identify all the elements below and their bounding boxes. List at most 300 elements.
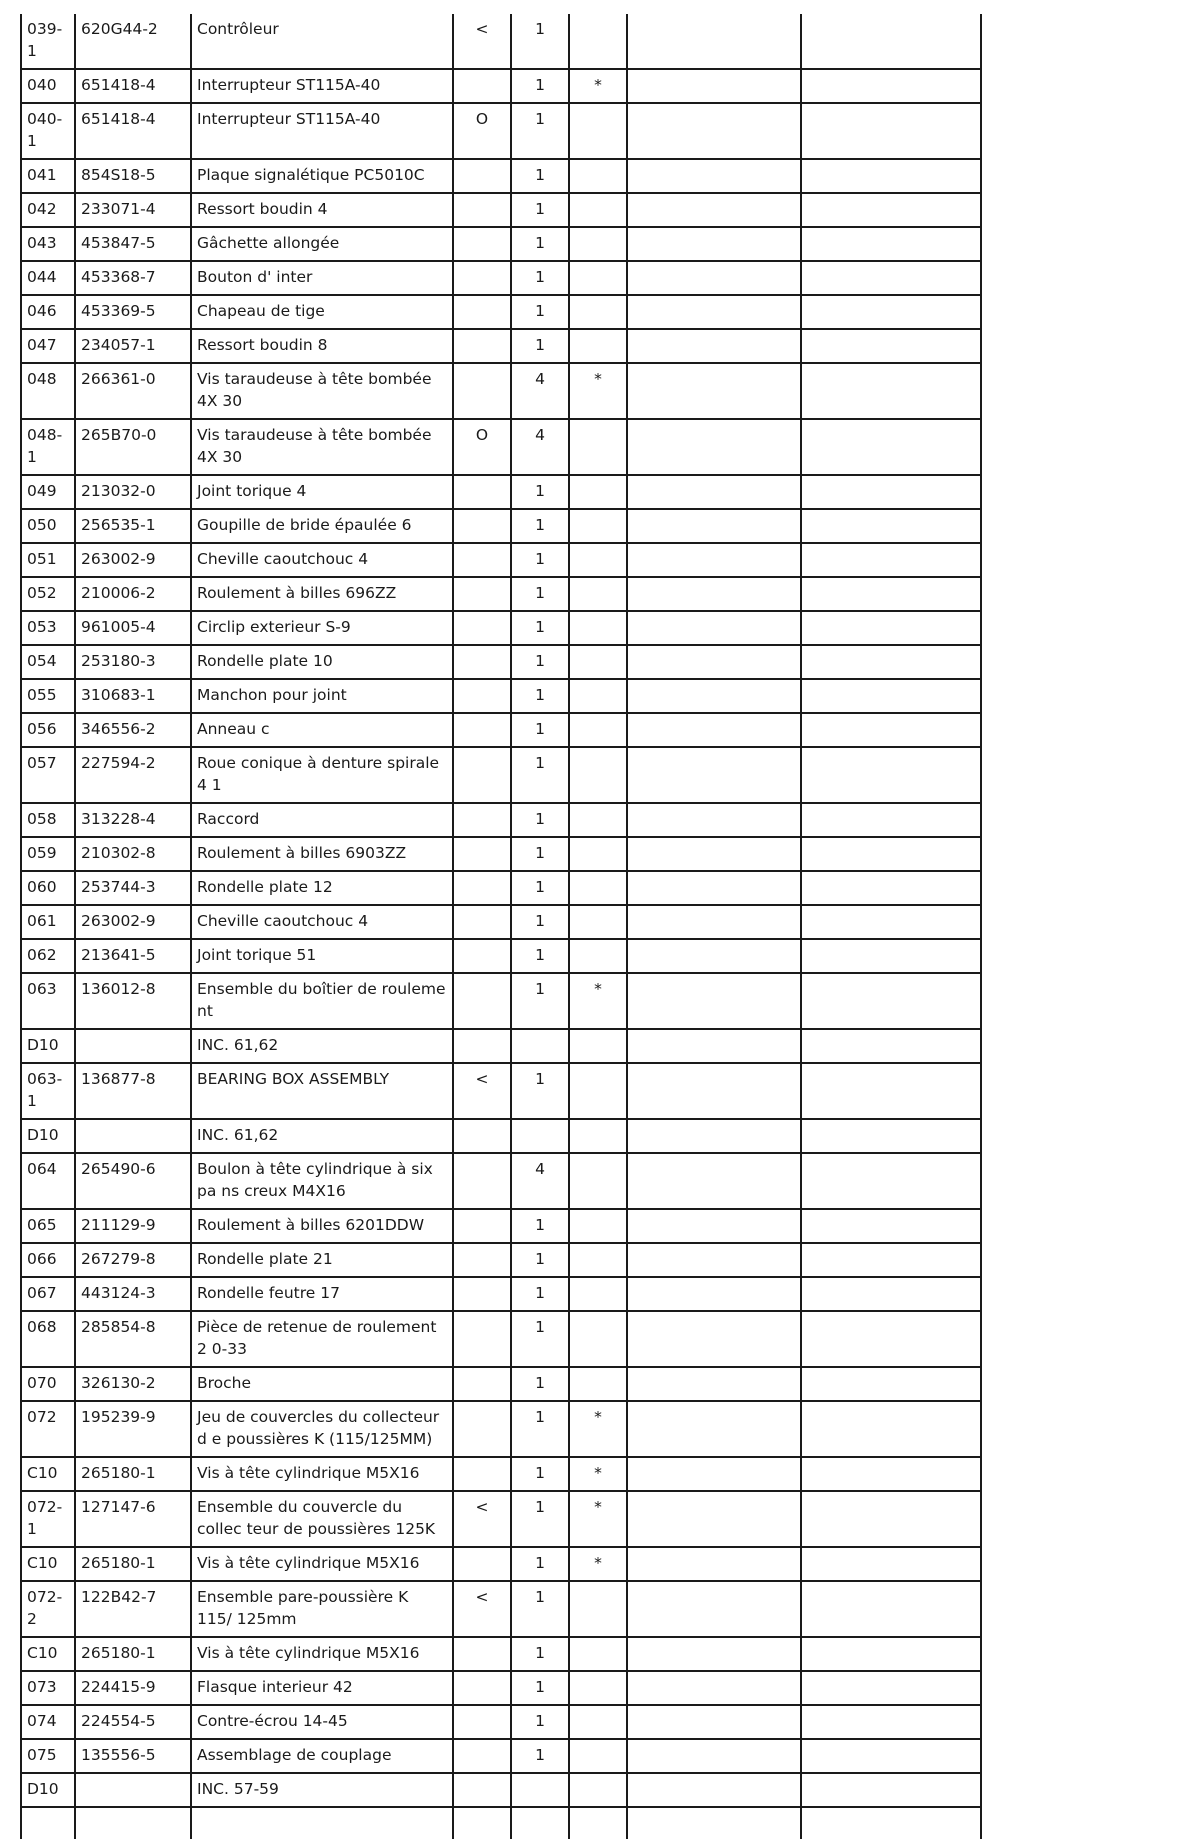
part-number-cell: 326130-2 [75, 1367, 191, 1401]
marker-cell [453, 1367, 511, 1401]
description-cell: Roulement à billes 696ZZ [191, 577, 453, 611]
extra-col-1-cell [627, 1637, 801, 1671]
extra-col-1-cell [627, 363, 801, 419]
quantity-cell [511, 1119, 569, 1153]
part-number-cell: 253744-3 [75, 871, 191, 905]
table-row [21, 1209, 981, 1243]
marker-cell [453, 193, 511, 227]
item-number-cell: 044 [21, 261, 75, 295]
table-row [21, 1739, 981, 1773]
extra-col-1-cell [627, 803, 801, 837]
description-cell: Assemblage de couplage [191, 1739, 453, 1773]
extra-col-2-cell [801, 713, 981, 747]
note-flag-cell [569, 419, 627, 475]
quantity-cell: 1 [511, 905, 569, 939]
empty-cell [75, 1807, 191, 1839]
item-number-cell: C10 [21, 1457, 75, 1491]
extra-col-1-cell [627, 611, 801, 645]
part-number-cell: 346556-2 [75, 713, 191, 747]
part-number-cell: 253180-3 [75, 645, 191, 679]
item-number-cell: 050 [21, 509, 75, 543]
description-cell: INC. 61,62 [191, 1119, 453, 1153]
marker-cell [453, 1277, 511, 1311]
marker-cell [453, 747, 511, 803]
description-cell: Rondelle plate 21 [191, 1243, 453, 1277]
marker-cell [453, 509, 511, 543]
part-number-cell: 233071-4 [75, 193, 191, 227]
quantity-cell: 1 [511, 1063, 569, 1119]
item-number-cell: 068 [21, 1311, 75, 1367]
table-row [21, 1491, 981, 1547]
table-row [21, 193, 981, 227]
table-row [21, 1581, 981, 1637]
table-row [21, 1671, 981, 1705]
table-row [21, 611, 981, 645]
description-cell: Cheville caoutchouc 4 [191, 905, 453, 939]
description-cell: Pièce de retenue de roulement 2 0-33 [191, 1311, 453, 1367]
note-flag-cell [569, 1311, 627, 1367]
marker-cell [453, 713, 511, 747]
description-cell: Joint torique 4 [191, 475, 453, 509]
part-number-cell: 136012-8 [75, 973, 191, 1029]
description-cell: INC. 61,62 [191, 1029, 453, 1063]
description-cell: Manchon pour joint [191, 679, 453, 713]
quantity-cell: 1 [511, 1401, 569, 1457]
empty-cell [627, 1807, 801, 1839]
extra-col-2-cell [801, 611, 981, 645]
note-flag-cell [569, 645, 627, 679]
marker-cell [453, 679, 511, 713]
quantity-cell: 4 [511, 1153, 569, 1209]
quantity-cell: 1 [511, 1243, 569, 1277]
extra-col-1-cell [627, 509, 801, 543]
extra-col-2-cell [801, 577, 981, 611]
note-flag-cell [569, 803, 627, 837]
quantity-cell: 1 [511, 475, 569, 509]
extra-col-1-cell [627, 1367, 801, 1401]
empty-cell [191, 1807, 453, 1839]
quantity-cell: 1 [511, 747, 569, 803]
description-cell: Vis taraudeuse à tête bombée 4X 30 [191, 363, 453, 419]
note-flag-cell [569, 679, 627, 713]
item-number-cell: 063 [21, 973, 75, 1029]
extra-col-2-cell [801, 973, 981, 1029]
marker-cell [453, 329, 511, 363]
marker-cell [453, 1739, 511, 1773]
part-number-cell: 961005-4 [75, 611, 191, 645]
part-number-cell: 195239-9 [75, 1401, 191, 1457]
extra-col-2-cell [801, 1243, 981, 1277]
extra-col-2-cell [801, 103, 981, 159]
table-row [21, 645, 981, 679]
marker-cell [453, 939, 511, 973]
extra-col-1-cell [627, 747, 801, 803]
extra-col-2-cell [801, 1311, 981, 1367]
table-row [21, 103, 981, 159]
marker-cell [453, 475, 511, 509]
note-flag-cell [569, 1063, 627, 1119]
empty-cell [21, 1807, 75, 1839]
quantity-cell: 1 [511, 1547, 569, 1581]
description-cell: Plaque signalétique PC5010C [191, 159, 453, 193]
extra-col-1-cell [627, 577, 801, 611]
description-cell: Interrupteur ST115A-40 [191, 103, 453, 159]
extra-col-1-cell [627, 1581, 801, 1637]
description-cell: Vis à tête cylindrique M5X16 [191, 1547, 453, 1581]
extra-col-2-cell [801, 14, 981, 69]
extra-col-1-cell [627, 227, 801, 261]
part-number-cell: 651418-4 [75, 103, 191, 159]
note-flag-cell [569, 227, 627, 261]
item-number-cell: 041 [21, 159, 75, 193]
note-flag-cell [569, 1637, 627, 1671]
item-number-cell: 056 [21, 713, 75, 747]
extra-col-2-cell [801, 1705, 981, 1739]
quantity-cell: 1 [511, 1457, 569, 1491]
table-row [21, 159, 981, 193]
note-flag-cell [569, 1367, 627, 1401]
extra-col-1-cell [627, 1029, 801, 1063]
table-row [21, 973, 981, 1029]
extra-col-1-cell [627, 475, 801, 509]
description-cell: Boulon à tête cylindrique à six pa ns creux M4X16 [191, 1153, 453, 1209]
description-cell: Rondelle plate 10 [191, 645, 453, 679]
quantity-cell: 1 [511, 261, 569, 295]
extra-col-1-cell [627, 1243, 801, 1277]
note-flag-cell [569, 1581, 627, 1637]
item-number-cell: 062 [21, 939, 75, 973]
table-row [21, 679, 981, 713]
table-row [21, 1311, 981, 1367]
empty-cell [569, 1807, 627, 1839]
note-flag-cell: * [569, 1491, 627, 1547]
description-cell: Ressort boudin 4 [191, 193, 453, 227]
item-number-cell: 060 [21, 871, 75, 905]
marker-cell [453, 1671, 511, 1705]
parts-table [20, 14, 982, 1839]
part-number-cell: 651418-4 [75, 69, 191, 103]
description-cell: BEARING BOX ASSEMBLY [191, 1063, 453, 1119]
quantity-cell: 1 [511, 1311, 569, 1367]
item-number-cell: 064 [21, 1153, 75, 1209]
extra-col-1-cell [627, 1153, 801, 1209]
item-number-cell: D10 [21, 1773, 75, 1807]
extra-col-1-cell [627, 1671, 801, 1705]
extra-col-1-cell [627, 261, 801, 295]
table-row [21, 363, 981, 419]
extra-col-1-cell [627, 1491, 801, 1547]
item-number-cell: 057 [21, 747, 75, 803]
extra-col-2-cell [801, 509, 981, 543]
table-row [21, 1367, 981, 1401]
quantity-cell: 1 [511, 611, 569, 645]
part-number-cell: 265180-1 [75, 1457, 191, 1491]
extra-col-1-cell [627, 1063, 801, 1119]
table-row-continuation [21, 1807, 981, 1839]
item-number-cell: 043 [21, 227, 75, 261]
extra-col-2-cell [801, 837, 981, 871]
item-number-cell: C10 [21, 1637, 75, 1671]
quantity-cell: 1 [511, 509, 569, 543]
extra-col-2-cell [801, 261, 981, 295]
extra-col-2-cell [801, 1547, 981, 1581]
quantity-cell: 1 [511, 103, 569, 159]
marker-cell [453, 1119, 511, 1153]
quantity-cell: 1 [511, 871, 569, 905]
description-cell: Flasque interieur 42 [191, 1671, 453, 1705]
part-number-cell: 213641-5 [75, 939, 191, 973]
extra-col-2-cell [801, 939, 981, 973]
item-number-cell: 072-1 [21, 1491, 75, 1547]
marker-cell [453, 837, 511, 871]
item-number-cell: 054 [21, 645, 75, 679]
table-row [21, 871, 981, 905]
part-number-cell: 122B42-7 [75, 1581, 191, 1637]
description-cell: Roulement à billes 6201DDW [191, 1209, 453, 1243]
empty-cell [453, 1807, 511, 1839]
extra-col-2-cell [801, 1063, 981, 1119]
extra-col-1-cell [627, 1119, 801, 1153]
extra-col-2-cell [801, 1401, 981, 1457]
item-number-cell: 052 [21, 577, 75, 611]
description-cell: Rondelle feutre 17 [191, 1277, 453, 1311]
part-number-cell: 136877-8 [75, 1063, 191, 1119]
part-number-cell: 620G44-2 [75, 14, 191, 69]
extra-col-2-cell [801, 227, 981, 261]
marker-cell [453, 1029, 511, 1063]
note-flag-cell [569, 1671, 627, 1705]
extra-col-1-cell [627, 103, 801, 159]
table-row [21, 837, 981, 871]
note-flag-cell [569, 1029, 627, 1063]
marker-cell [453, 1547, 511, 1581]
quantity-cell: 1 [511, 713, 569, 747]
note-flag-cell [569, 1209, 627, 1243]
note-flag-cell [569, 1243, 627, 1277]
marker-cell [453, 1457, 511, 1491]
quantity-cell: 1 [511, 1581, 569, 1637]
item-number-cell: 048 [21, 363, 75, 419]
marker-cell: < [453, 1581, 511, 1637]
note-flag-cell [569, 1705, 627, 1739]
note-flag-cell [569, 939, 627, 973]
note-flag-cell [569, 905, 627, 939]
marker-cell: < [453, 1491, 511, 1547]
note-flag-cell [569, 1773, 627, 1807]
table-row [21, 543, 981, 577]
note-flag-cell [569, 747, 627, 803]
extra-col-1-cell [627, 1277, 801, 1311]
note-flag-cell [569, 475, 627, 509]
extra-col-2-cell [801, 1277, 981, 1311]
description-cell: Vis à tête cylindrique M5X16 [191, 1637, 453, 1671]
marker-cell: O [453, 103, 511, 159]
extra-col-1-cell [627, 329, 801, 363]
extra-col-2-cell [801, 543, 981, 577]
description-cell: Bouton d' inter [191, 261, 453, 295]
part-number-cell: 453369-5 [75, 295, 191, 329]
extra-col-1-cell [627, 1773, 801, 1807]
part-number-cell: 135556-5 [75, 1739, 191, 1773]
marker-cell [453, 905, 511, 939]
note-flag-cell [569, 871, 627, 905]
extra-col-2-cell [801, 475, 981, 509]
extra-col-1-cell [627, 973, 801, 1029]
note-flag-cell [569, 543, 627, 577]
note-flag-cell: * [569, 363, 627, 419]
part-number-cell: 854S18-5 [75, 159, 191, 193]
extra-col-1-cell [627, 159, 801, 193]
extra-col-1-cell [627, 419, 801, 475]
note-flag-cell: * [569, 1457, 627, 1491]
item-number-cell: 065 [21, 1209, 75, 1243]
part-number-cell: 453847-5 [75, 227, 191, 261]
marker-cell [453, 803, 511, 837]
table-row [21, 1153, 981, 1209]
part-number-cell: 213032-0 [75, 475, 191, 509]
quantity-cell [511, 1773, 569, 1807]
marker-cell [453, 261, 511, 295]
extra-col-2-cell [801, 295, 981, 329]
item-number-cell: 042 [21, 193, 75, 227]
quantity-cell: 1 [511, 645, 569, 679]
extra-col-1-cell [627, 1739, 801, 1773]
item-number-cell: C10 [21, 1547, 75, 1581]
table-row [21, 509, 981, 543]
extra-col-2-cell [801, 1029, 981, 1063]
item-number-cell: D10 [21, 1029, 75, 1063]
extra-col-2-cell [801, 1491, 981, 1547]
marker-cell [453, 973, 511, 1029]
item-number-cell: 055 [21, 679, 75, 713]
extra-col-2-cell [801, 193, 981, 227]
extra-col-1-cell [627, 1311, 801, 1367]
item-number-cell: 053 [21, 611, 75, 645]
extra-col-2-cell [801, 1581, 981, 1637]
part-number-cell: 266361-0 [75, 363, 191, 419]
extra-col-2-cell [801, 1119, 981, 1153]
item-number-cell: D10 [21, 1119, 75, 1153]
table-row [21, 1637, 981, 1671]
quantity-cell: 1 [511, 329, 569, 363]
extra-col-1-cell [627, 1209, 801, 1243]
item-number-cell: 067 [21, 1277, 75, 1311]
table-row [21, 939, 981, 973]
quantity-cell: 1 [511, 543, 569, 577]
quantity-cell: 1 [511, 295, 569, 329]
note-flag-cell [569, 329, 627, 363]
item-number-cell: 072 [21, 1401, 75, 1457]
item-number-cell: 048-1 [21, 419, 75, 475]
note-flag-cell: * [569, 1401, 627, 1457]
table-row [21, 1401, 981, 1457]
part-number-cell: 256535-1 [75, 509, 191, 543]
quantity-cell: 1 [511, 1705, 569, 1739]
table-row [21, 1773, 981, 1807]
description-cell: Vis à tête cylindrique M5X16 [191, 1457, 453, 1491]
part-number-cell: 224415-9 [75, 1671, 191, 1705]
marker-cell [453, 645, 511, 679]
table-row [21, 577, 981, 611]
description-cell: Goupille de bride épaulée 6 [191, 509, 453, 543]
item-number-cell: 072-2 [21, 1581, 75, 1637]
quantity-cell: 1 [511, 1671, 569, 1705]
extra-col-1-cell [627, 14, 801, 69]
note-flag-cell [569, 159, 627, 193]
description-cell: Ensemble du boîtier de rouleme nt [191, 973, 453, 1029]
description-cell: Anneau c [191, 713, 453, 747]
quantity-cell: 1 [511, 14, 569, 69]
extra-col-1-cell [627, 543, 801, 577]
table-row [21, 713, 981, 747]
table-row [21, 419, 981, 475]
quantity-cell: 1 [511, 69, 569, 103]
description-cell: Raccord [191, 803, 453, 837]
item-number-cell: 040-1 [21, 103, 75, 159]
extra-col-1-cell [627, 69, 801, 103]
marker-cell [453, 577, 511, 611]
part-number-cell: 211129-9 [75, 1209, 191, 1243]
extra-col-1-cell [627, 1547, 801, 1581]
item-number-cell: 040 [21, 69, 75, 103]
part-number-cell: 224554-5 [75, 1705, 191, 1739]
extra-col-2-cell [801, 1367, 981, 1401]
note-flag-cell [569, 713, 627, 747]
table-row [21, 14, 981, 69]
extra-col-1-cell [627, 193, 801, 227]
table-row [21, 1243, 981, 1277]
extra-col-1-cell [627, 837, 801, 871]
description-cell: Roulement à billes 6903ZZ [191, 837, 453, 871]
marker-cell [453, 1153, 511, 1209]
note-flag-cell: * [569, 973, 627, 1029]
extra-col-2-cell [801, 1457, 981, 1491]
extra-col-2-cell [801, 1739, 981, 1773]
quantity-cell: 1 [511, 1637, 569, 1671]
note-flag-cell [569, 193, 627, 227]
marker-cell [453, 1243, 511, 1277]
part-number-cell: 285854-8 [75, 1311, 191, 1367]
description-cell: Ensemble du couvercle du collec teur de poussières 125K [191, 1491, 453, 1547]
part-number-cell: 263002-9 [75, 905, 191, 939]
marker-cell: < [453, 1063, 511, 1119]
table-row [21, 803, 981, 837]
quantity-cell: 1 [511, 1367, 569, 1401]
note-flag-cell [569, 1277, 627, 1311]
item-number-cell: 049 [21, 475, 75, 509]
part-number-cell: 263002-9 [75, 543, 191, 577]
part-number-cell: 234057-1 [75, 329, 191, 363]
table-row [21, 227, 981, 261]
table-row [21, 475, 981, 509]
note-flag-cell [569, 577, 627, 611]
extra-col-1-cell [627, 1705, 801, 1739]
extra-col-2-cell [801, 419, 981, 475]
extra-col-1-cell [627, 871, 801, 905]
extra-col-1-cell [627, 295, 801, 329]
empty-cell [801, 1807, 981, 1839]
table-row [21, 1705, 981, 1739]
marker-cell [453, 227, 511, 261]
extra-col-2-cell [801, 329, 981, 363]
part-number-cell: 310683-1 [75, 679, 191, 713]
table-row [21, 747, 981, 803]
quantity-cell: 1 [511, 1739, 569, 1773]
marker-cell: O [453, 419, 511, 475]
extra-col-2-cell [801, 679, 981, 713]
marker-cell [453, 611, 511, 645]
description-cell: Chapeau de tige [191, 295, 453, 329]
